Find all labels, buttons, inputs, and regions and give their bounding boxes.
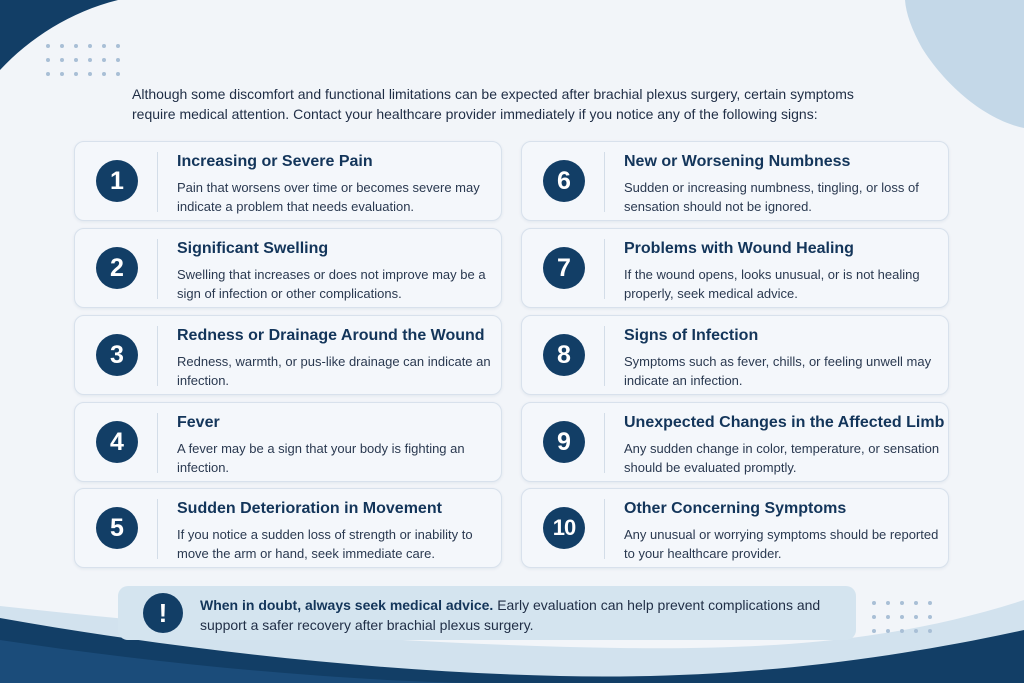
symptom-card — [521, 488, 949, 568]
number-badge: 7 — [543, 247, 585, 289]
symptom-card — [521, 141, 949, 221]
symptom-card — [521, 228, 949, 308]
top-right-blob — [905, 0, 1024, 128]
symptom-description: Symptoms such as fever, chills, or feeling unwell may indicate an infection. — [624, 354, 932, 388]
symptom-description: Swelling that increases or does not improve may be a sign of infection or other complications. — [177, 267, 486, 301]
number-badge: 10 — [543, 507, 585, 549]
number-badge: 1 — [96, 160, 138, 202]
symptom-description: Redness, warmth, or pus-like drainage can indicate an infection. — [177, 354, 491, 388]
card-divider — [604, 413, 605, 473]
symptom-description: Pain that worsens over time or becomes severe may indicate a problem that needs evaluation. — [177, 180, 480, 214]
symptom-title: Unexpected Changes in the Affected Limb — [624, 414, 945, 431]
card-divider — [157, 152, 158, 212]
card-divider — [157, 413, 158, 473]
symptom-card — [74, 315, 502, 395]
symptom-card — [74, 141, 502, 221]
card-divider — [604, 499, 605, 559]
symptom-title: Redness or Drainage Around the Wound — [177, 327, 485, 344]
symptom-card — [74, 228, 502, 308]
card-divider — [604, 152, 605, 212]
symptom-description: Any sudden change in color, temperature, or sensation should be evaluated promptly. — [624, 441, 940, 475]
symptom-title: Significant Swelling — [177, 240, 329, 257]
number-badge: 3 — [96, 334, 138, 376]
symptom-title: Other Concerning Symptoms — [624, 500, 847, 517]
exclamation-icon: ! — [143, 593, 183, 633]
decorative-dots-top-left — [46, 44, 120, 76]
symptom-title: Problems with Wound Healing — [624, 240, 854, 257]
decorative-dots-bottom-right — [872, 601, 932, 633]
symptom-card — [74, 488, 502, 568]
symptom-description: Any unusual or worrying symptoms should be reported to your healthcare provider. — [624, 527, 939, 561]
number-badge: 9 — [543, 421, 585, 463]
card-divider — [157, 326, 158, 386]
number-badge: 6 — [543, 160, 585, 202]
card-divider — [157, 239, 158, 299]
advice-callout — [118, 586, 856, 640]
symptom-title: New or Worsening Numbness — [624, 153, 851, 170]
number-badge: 5 — [96, 507, 138, 549]
symptom-title: Signs of Infection — [624, 327, 759, 344]
callout-bold-text: When in doubt, always seek medical advice. — [200, 597, 494, 613]
symptom-card — [521, 315, 949, 395]
symptom-description: Sudden or increasing numbness, tingling, or loss of sensation should not be ignored. — [624, 180, 919, 214]
symptom-title: Sudden Deterioration in Movement — [177, 500, 442, 517]
callout-body-text: Early evaluation can help prevent complications and support a safer recovery after brachial plexus surgery. — [200, 597, 821, 633]
symptom-description: If you notice a sudden loss of strength or inability to move the arm or hand, seek immediate care. — [177, 527, 473, 561]
symptom-card — [521, 402, 949, 482]
card-divider — [604, 239, 605, 299]
symptom-description: A fever may be a sign that your body is fighting an infection. — [177, 441, 465, 475]
card-divider — [157, 499, 158, 559]
card-divider — [604, 326, 605, 386]
intro-paragraph: Although some discomfort and functional limitations can be expected after brachial plexus surgery, certain symptoms require medical attention. Contact your healthcare provider immediately if you notice any of the following signs: — [132, 86, 854, 122]
symptom-description: If the wound opens, looks unusual, or is not healing properly, seek medical advice. — [624, 267, 920, 301]
number-badge: 8 — [543, 334, 585, 376]
symptom-title: Increasing or Severe Pain — [177, 153, 373, 170]
callout-text — [200, 595, 840, 635]
number-badge: 2 — [96, 247, 138, 289]
symptom-card — [74, 402, 502, 482]
symptom-title: Fever — [177, 414, 220, 431]
number-badge: 4 — [96, 421, 138, 463]
